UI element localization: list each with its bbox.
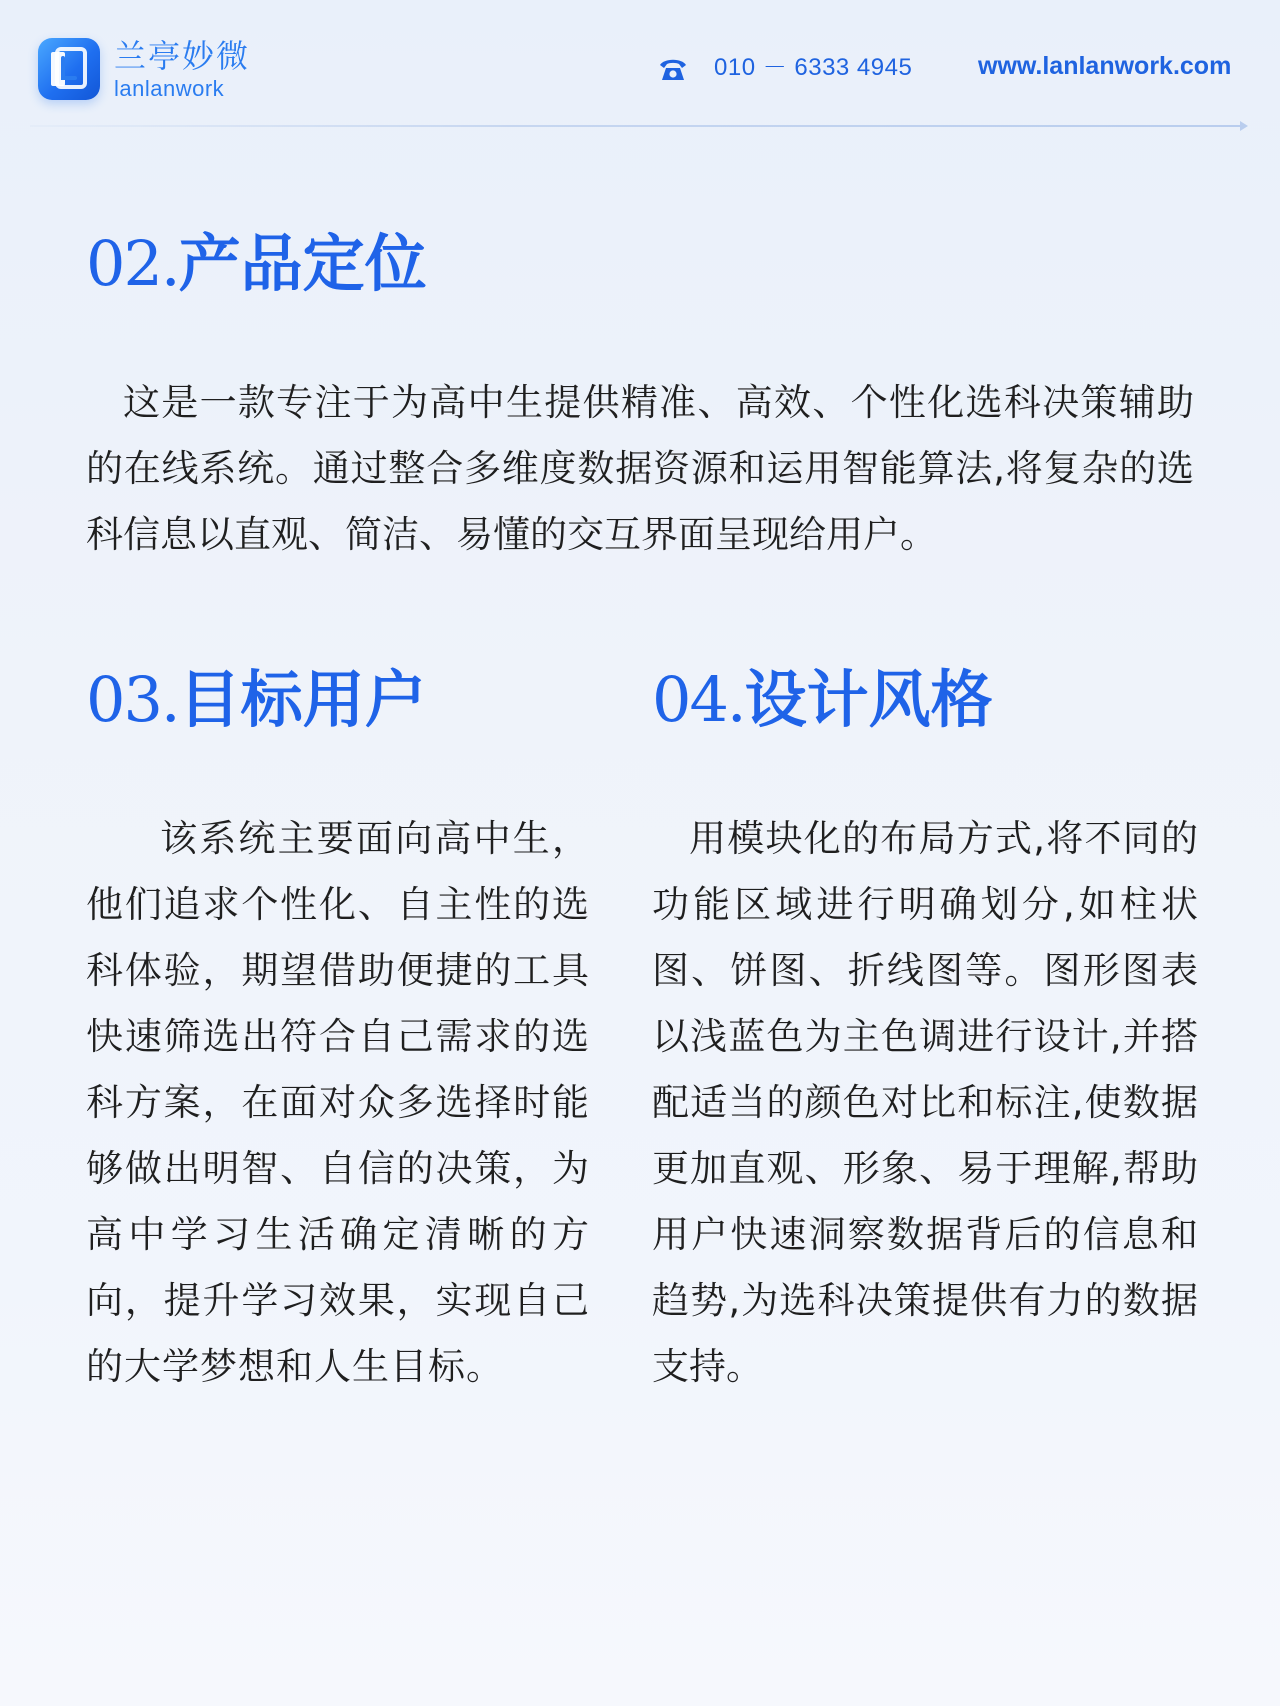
divider-arrow-icon: [1240, 121, 1248, 131]
section-title-text: 设计风格: [744, 663, 993, 736]
header-divider: [30, 125, 1244, 127]
section-body-design-style: 用模块化的布局方式,将不同的功能区域进行明确划分,如柱状图、饼图、折线图等。图形图表以浅蓝色为主色调进行设计,并搭配适当的颜色对比和标注,使数据更加直观、形象、易于理解,帮助用户快速洞察数据背后的信息和趋势,为选科决策提供有力的数据支持。: [652, 817, 1198, 1388]
brand-name-cn: 兰亭妙微: [114, 37, 251, 75]
section-title-text: 产品定位: [178, 227, 427, 300]
telephone-icon: [658, 56, 688, 82]
section-number: 04.: [652, 663, 745, 736]
phone-number: 010 － 6333 4945: [714, 54, 913, 81]
section-title-positioning: [86, 228, 427, 300]
header: [0, 0, 1280, 130]
section-body-target-users: 该系统主要面向高中生，他们追求个性化、自主性的选科体验，期望借助便捷的工具快速筛选出符合自己需求的选科方案，在面对众多选择时能够做出明智、自信的决策，为高中学习生活确定清晰的方向，提升学习效果，实现自己的大学梦想和人生目标。: [86, 817, 590, 1388]
section-body-positioning: 这是一款专注于为高中生提供精准、高效、个性化选科决策辅助的在线系统。通过整合多维度数据资源和运用智能算法,将复杂的选科信息以直观、简洁、易懂的交互界面呈现给用户。: [86, 381, 1194, 556]
section-title-text: 目标用户: [178, 663, 427, 736]
section-title-design-style: [652, 664, 993, 736]
brand-name-en: lanlanwork: [114, 76, 225, 101]
section-number: 03.: [86, 663, 179, 736]
website-link[interactable]: www.lanlanwork.com: [978, 52, 1232, 80]
section-title-target-users: [86, 664, 427, 736]
book-logo-icon: [38, 38, 100, 100]
section-number: 02.: [86, 227, 179, 300]
